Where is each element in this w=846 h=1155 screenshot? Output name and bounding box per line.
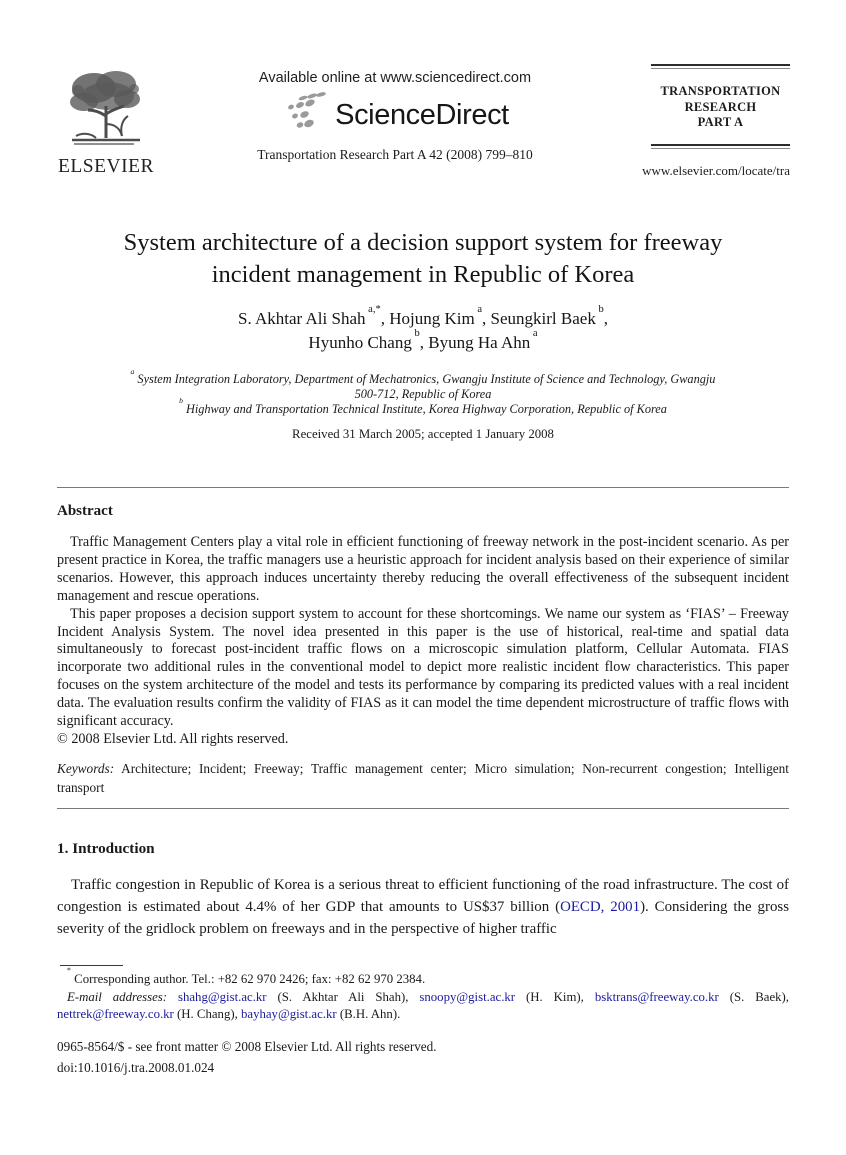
- keywords-bottom-rule: [57, 808, 789, 809]
- authors-line: S. Akhtar Ali Shah $^{a,*}$, Hojung Kim $^a$, Seungkirl Baek $^b$, Hyunho Chang $^b$, Byung Ha Ahn $^a$: [238, 303, 608, 352]
- author-affiliation-sup: a,*: [365, 303, 381, 315]
- author-affiliation-sup: a: [474, 303, 483, 315]
- abstract-paragraph-2: This paper proposes a decision support system to account for these shortcomings. We name our system as ‘FIAS’ – Freeway Incident Analysis System. The novel idea presented in this paper is the use of historical, real-time and spatial data simultaneously to forecast post-incident traffic flows on a microscopic simulation platform, Cellular Automata. FIAS incorporate two additional rules in the conventional model to depict more realistic incident flow characteristics. This paper focuses on the system architecture of the model and tests its performance by comparing its predicted values with a real incident data. The evaluation results confirm the validity of FIAS as it can model the time dependent microstructure of traffic flows with significant accuracy.: [57, 605, 789, 730]
- journal-cover-box: [651, 64, 790, 149]
- journal-box-bottom-rule: [651, 144, 790, 149]
- affiliation-text: Highway and Transportation Technical Institute, Korea Highway Corporation, Republic of Korea: [182, 401, 667, 416]
- keywords-line: [57, 760, 789, 797]
- journal-box-title: [651, 69, 790, 144]
- footnote-marker: *: [67, 966, 71, 976]
- author-affiliation-sup: b: [411, 327, 420, 339]
- journal-box-line1: TRANSPORTATION: [660, 84, 781, 98]
- author-name: Hojung Kim: [389, 309, 475, 328]
- email-link[interactable]: nettrek@freeway.co.kr: [57, 1007, 174, 1021]
- abstract-paragraph-1: Traffic Management Centers play a vital role in efficient functioning of freeway network in the post-incident scenario. As per present practice in Korea, the traffic managers use a heuristic approach for incident analysis based on their experience of similar scenarios. However, this approach induces uncertainty thereby reducing the overall effectiveness of the subsequent incident management and rescue operations.: [57, 534, 789, 604]
- corresponding-author-text: Corresponding author. Tel.: +82 62 970 2426; fax: +82 62 970 2384.: [70, 972, 426, 986]
- introduction-paragraph: [57, 874, 789, 940]
- author-affiliation-sup: b: [595, 303, 604, 315]
- journal-citation: Transportation Research Part A 42 (2008) 799–810: [257, 147, 533, 162]
- affiliations-block: [123, 366, 723, 416]
- intro-text-before-citation: Traffic congestion in Republic of Korea is a serious threat to efficient functioning of the road infrastructure. The cost of congestion is estimated about 4.4% of her GDP that amounts to US$37 billion (: [57, 877, 789, 915]
- doi-line: doi:10.1016/j.tra.2008.01.024: [57, 1060, 215, 1075]
- author-name: Byung Ha Ahn: [428, 333, 531, 352]
- email-link[interactable]: snoopy@gist.ac.kr: [419, 989, 516, 1004]
- author-name: Seungkirl Baek: [490, 309, 596, 328]
- sciencedirect-logo: [160, 92, 630, 139]
- abstract-copyright: © 2008 Elsevier Ltd. All rights reserved.: [57, 730, 289, 747]
- affiliation: [123, 396, 723, 417]
- abstract-body: [57, 534, 789, 749]
- abstract-heading: Abstract: [57, 503, 113, 519]
- sciencedirect-dots-icon: [281, 92, 329, 139]
- email-link[interactable]: bsktrans@freeway.co.kr: [594, 989, 719, 1004]
- citation-link-oecd-2001[interactable]: OECD, 2001: [560, 899, 641, 915]
- paper-title: System architecture of a decision support system for freeway incident management in Republic of Korea: [123, 229, 723, 288]
- email-link[interactable]: shahg@gist.ac.kr: [178, 989, 267, 1004]
- author-name: S. Akhtar Ali Shah: [238, 309, 366, 328]
- email-addresses-note: [57, 989, 789, 1024]
- elsevier-logo: [55, 66, 157, 178]
- keywords-text: Architecture; Incident; Freeway; Traffic management center; Micro simulation; Non-recurrent congestion; Intelligent transport: [57, 761, 789, 795]
- imprint-block: [57, 1036, 789, 1078]
- affiliation: [123, 366, 723, 402]
- abstract-top-rule: [57, 487, 789, 488]
- author-name: Hyunho Chang: [308, 333, 412, 352]
- author-affiliation-sup: a: [530, 327, 538, 339]
- introduction-heading: 1. Introduction: [57, 840, 155, 857]
- elsevier-tree-icon: [64, 137, 148, 154]
- affiliation-text: System Integration Laboratory, Department of Mechatronics, Gwangju Institute of Science and Technology, Gwangju 500-712, Republic of Korea: [134, 372, 716, 401]
- affiliation-sup: b: [179, 396, 183, 406]
- journal-box-line3: PART A: [697, 115, 744, 129]
- email-list: shahg@gist.ac.kr (S. Akhtar Ali Shah), snoopy@gist.ac.kr (H. Kim), bsktrans@freeway.co.kr (S. Baek), nettrek@freeway.co.kr (H. Chang), bayhay@gist.ac.kr (B.H. Ahn).: [57, 989, 790, 1021]
- intro-text-after-citation: ). Considering the gross severity of the gridlock problem on freeways and in the perspective of higher traffic: [57, 899, 789, 937]
- footnote-block: [57, 966, 790, 1024]
- issn-copyright-line: 0965-8564/$ - see front matter © 2008 Elsevier Ltd. All rights reserved.: [57, 1039, 437, 1054]
- affiliation-sup: a: [130, 366, 135, 376]
- email-link[interactable]: bayhay@gist.ac.kr: [241, 1007, 337, 1021]
- elsevier-locate-url: www.elsevier.com/locate/tra: [642, 163, 790, 178]
- corresponding-author-note: [57, 966, 789, 989]
- keywords-label: Keywords:: [57, 761, 115, 776]
- available-online-text: Available online at www.sciencedirect.com: [258, 70, 532, 86]
- sciencedirect-wordmark: ScienceDirect: [335, 99, 509, 131]
- email-addresses-label: E-mail addresses:: [67, 989, 168, 1004]
- received-dates: Received 31 March 2005; accepted 1 January 2008: [292, 427, 554, 441]
- elsevier-wordmark: ELSEVIER: [57, 156, 155, 177]
- journal-box-line2: RESEARCH: [684, 99, 757, 114]
